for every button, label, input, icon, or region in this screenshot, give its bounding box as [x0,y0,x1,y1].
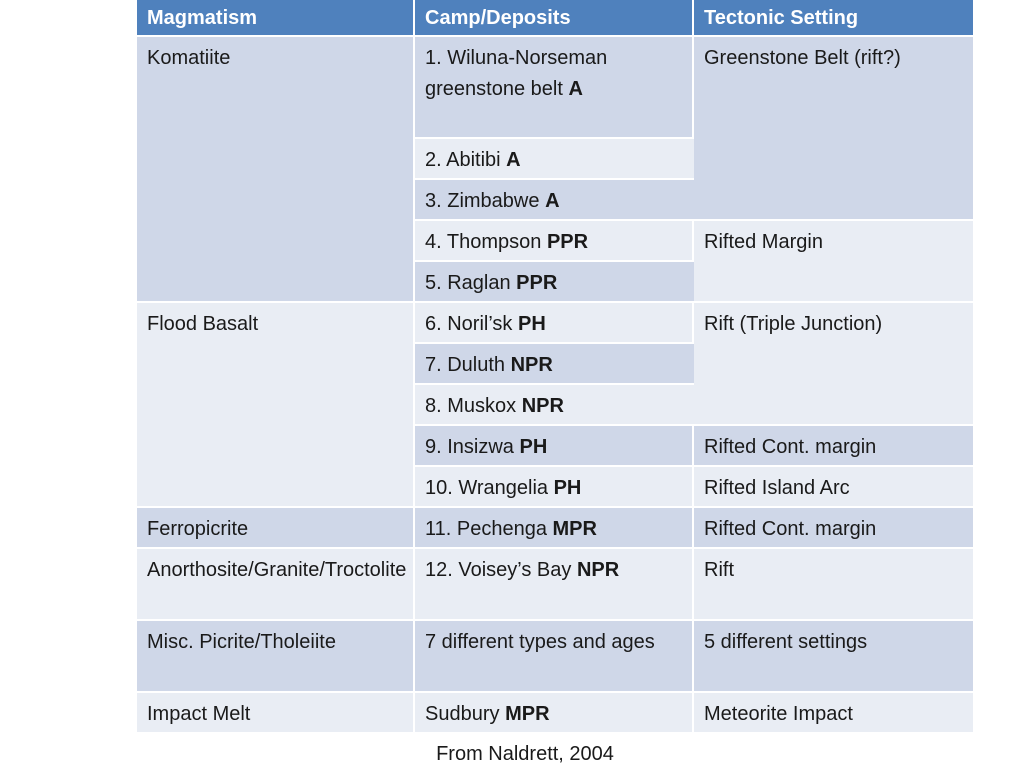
magmatism-cell: Anorthosite/Granite/Troctolite [137,549,415,621]
deposit-cell: 10. Wrangelia PH [415,467,694,508]
setting-cell: Rifted Cont. margin [694,426,973,467]
setting-cell: Rifted Margin [694,221,973,303]
table-row [137,621,973,693]
header-camp-deposits: Camp/Deposits [415,0,694,37]
magmatism-cell: Misc. Picrite/Tholeiite [137,621,415,693]
deposit-cell: 7. Duluth NPR [415,344,694,385]
deposit-cell: 5. Raglan PPR [415,262,694,303]
deposit-cell: 6. Noril’sk PH [415,303,694,344]
setting-cell: Rift [694,549,973,621]
deposit-cell: 8. Muskox NPR [415,385,694,426]
deposit-code: MPR [505,703,550,725]
source-caption: From Naldrett, 2004 [436,743,614,765]
setting-cell: 5 different settings [694,621,973,693]
magmatism-cell: Flood Basalt [137,303,415,508]
setting-cell: Meteorite Impact [694,693,973,734]
deposit-cell: 3. Zimbabwe A [415,180,694,221]
header-tectonic-setting: Tectonic Setting [694,0,973,37]
table-row [137,508,973,549]
deposit-code: PH [518,313,546,335]
magmatism-cell: Impact Melt [137,693,415,734]
deposit-code: NPR [521,395,564,417]
table-row [137,303,973,344]
deposit-code: PPR [546,231,589,253]
magmatism-cell: Komatiite [137,37,415,303]
deposit-code: A [545,190,560,212]
deposit-code: PPR [516,272,558,294]
magmatism-cell: Ferropicrite [137,508,415,549]
deposit-cell: 7 different types and ages [415,621,694,693]
table-row [137,549,973,621]
deposit-cell: 4. Thompson PPR [415,221,694,262]
deposit-code: PH [553,477,582,499]
setting-cell: Greenstone Belt (rift?) [694,37,973,221]
table-header-row [137,0,973,37]
deposits-table [137,0,973,734]
deposit-code: NPR [510,354,553,376]
deposit-cell: 11. Pechenga MPR [415,508,694,549]
table-row [137,37,973,139]
setting-cell: Rift (Triple Junction) [694,303,973,426]
table-row [137,693,973,734]
deposit-cell: 1. Wiluna-Norseman greenstone belt A [415,37,694,139]
deposit-code: MPR [552,518,597,540]
deposit-code: A [506,149,521,171]
deposit-cell: Sudbury MPR [415,693,694,734]
deposit-cell: 9. Insizwa PH [415,426,694,467]
deposit-code: PH [519,436,548,458]
deposit-cell: 2. Abitibi A [415,139,694,180]
deposit-code: NPR [576,559,620,581]
deposit-code: A [568,78,583,100]
header-magmatism: Magmatism [137,0,415,37]
setting-cell: Rifted Cont. margin [694,508,973,549]
deposit-cell: 12. Voisey’s Bay NPR [415,549,694,621]
setting-cell: Rifted Island Arc [694,467,973,508]
